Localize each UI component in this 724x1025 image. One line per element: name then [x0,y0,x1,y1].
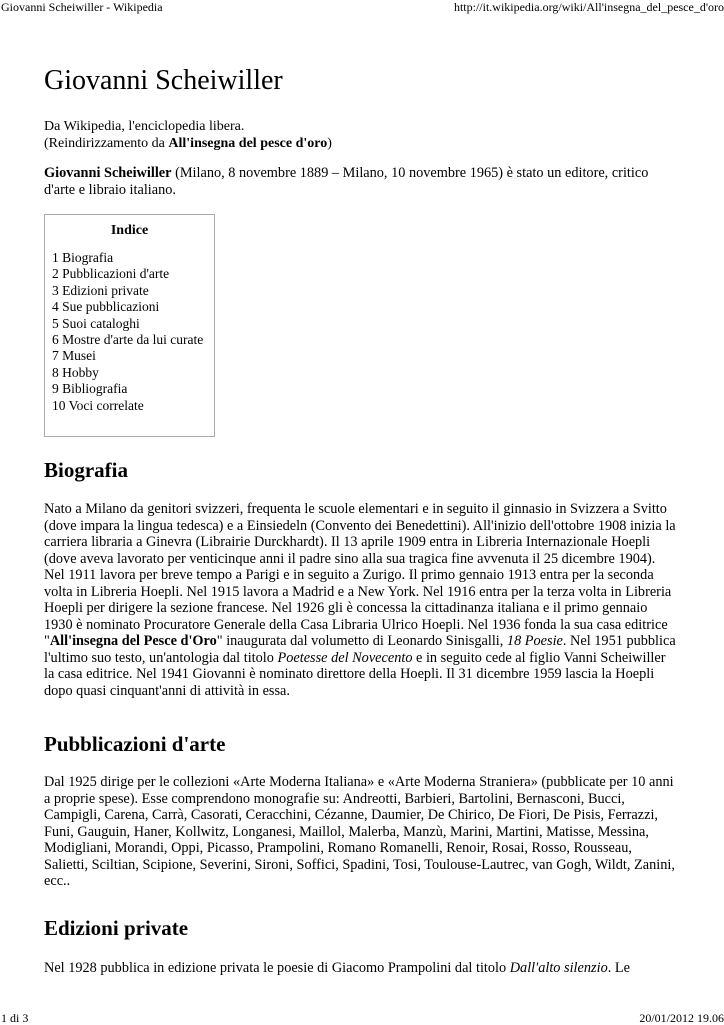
redirect-prefix: (Reindirizzamento da [44,136,169,151]
toc-item-bibliografia[interactable]: 9 Bibliografia [52,381,128,397]
browser-page-title: Giovanni Scheiwiller - Wikipedia [1,0,163,14]
section-heading-edizioni-private: Edizioni private [44,916,189,940]
redirect-link[interactable]: All'insegna del pesce d'oro [168,136,328,151]
page-counter: 1 di 3 [1,1011,29,1025]
pubblicazioni-paragraph: Dal 1925 dirige per le collezioni «Arte Moderna Italiana» e «Arte Moderna Straniera» (pubblicate per 10 anni a proprie spese). Esse comprendono monografie su: Andreotti, Barbieri, Bartolini, Bernasconi, Bucci, Campigli, Carena, Carrà, Casorati, Ceracchini, Cézanne, Daumier, De Chirico, De Fiori, De Pisis, Ferrazzi, Funi, Gauguin, Haner, Kollwitz, Longanesi, Maillol, Malerba, Manzù, Marini, Martini, Matisse, Messina, Modigliani, Morandi, Oppi, Picasso, Prampolini, Romano Romanelli, Renoir, Rosai, Rosso, Rousseau, Salietti, Sciltian, Scipione, Severini, Sironi, Soffici, Spadini, Tosi, Toulouse-Lautrec, van Gogh, Wildt, Zanini, ecc.. [44,774,675,889]
section-heading-pubblicazioni: Pubblicazioni d'arte [44,732,226,756]
toc-item-voci-correlate[interactable]: 10 Voci correlate [52,397,144,413]
intro-text: (Milano, 8 novembre 1889 – Milano, 10 novembre 1965) è stato un editore, critico d'arte e libraio italiano. [44,165,649,198]
article-subtitle [44,118,332,152]
toc-item-pubblicazioni[interactable]: 2 Pubblicazioni d'arte [52,266,170,282]
toc-title: Indice [110,223,149,238]
redirect-suffix: ) [327,136,332,151]
biografia-text-1: Nato a Milano da genitori svizzeri, frequenta le scuole elementari e in seguito il ginnasio in Svizzera a Svitto (dove impara la lingua tedesca) e a Einsiedeln (Convento dei Benedettini). All'inizio dell'ottobre 1908 inizia la carriera libraria a Ginevra (Librairie Durckhardt). Il 13 aprile 1909 entra in Libreria Internazionale Hoepli (dove aveva lavorato per venticinque anni il padre sino alla sua tragica fine avvenuta il 25 dicembre 1904). Nel 1911 lavora per breve tempo a Parigi e in seguito a Zurigo. Il primo gennaio 1913 entra per la seconda volta in Libreria Hoepli. Nel 1915 lavora a Madrid e a New York. Nel 1916 entra per la terza volta in Libreria Hoepli per dirigere la sezione francese. Nel 1926 gli è concessa la cittadinanza italiana e il primo gennaio 1930 è nominato Procuratore Generale della Casa Libraria Ulrico Hoepli. Nel 1936 fonda la sua casa editrice " [44,501,676,649]
intro-subject: Giovanni Scheiwiller [44,165,172,181]
redirect-note [44,135,332,152]
toc-item-musei[interactable]: 7 Musei [52,348,96,364]
section-heading-biografia: Biografia [44,458,128,482]
book-title-dall-alto-silenzio: Dall'alto silenzio [509,960,608,976]
page-title: Giovanni Scheiwiller [44,65,283,96]
biografia-text-3: . Nel 1951 pubblica l'ultimo suo testo, un'antologia dal titolo [44,633,676,666]
edizioni-text-2: . Le [607,960,630,976]
publisher-name: All'insegna del Pesce d'Oro [49,633,217,649]
book-title-poetesse: Poetesse del Novecento [277,649,413,666]
biografia-text-4: e in seguito cede al figlio Vanni Scheiwiller la casa editrice. Nel 1941 Giovanni è nominato direttore della Hoepli. Il 31 dicembre 1959 lascia la Hoepli dopo quasi cinquant'anni di attività in essa. [44,649,666,699]
intro-paragraph [44,165,676,198]
biografia-paragraph [44,501,676,699]
toc-item-biografia[interactable]: 1 Biografia [52,250,114,265]
book-title-18-poesie: 18 Poesie [506,633,563,649]
toc-list [52,250,203,414]
source-line: Da Wikipedia, l'enciclopedia libera. [44,119,245,134]
toc-item-cataloghi[interactable]: 5 Suoi cataloghi [52,315,140,331]
toc-item-mostre[interactable]: 6 Mostre d'arte da lui curate [52,332,204,348]
toc-item-edizioni-private[interactable]: 3 Edizioni private [52,282,149,298]
print-datetime: 20/01/2012 19.06 [639,1011,724,1025]
biografia-text-2: " inaugurata dal volumetto di Leonardo Sinisgalli, [216,633,507,649]
browser-url[interactable]: http://it.wikipedia.org/wiki/All'insegna_del_pesce_d'oro [453,0,724,14]
edizioni-paragraph [44,960,676,977]
edizioni-text-1: Nel 1928 pubblica in edizione privata le poesie di Giacomo Prampolini dal titolo [44,960,510,976]
toc-item-hobby[interactable]: 8 Hobby [52,364,99,380]
toc-item-sue-pubblicazioni[interactable]: 4 Sue pubblicazioni [52,299,160,315]
